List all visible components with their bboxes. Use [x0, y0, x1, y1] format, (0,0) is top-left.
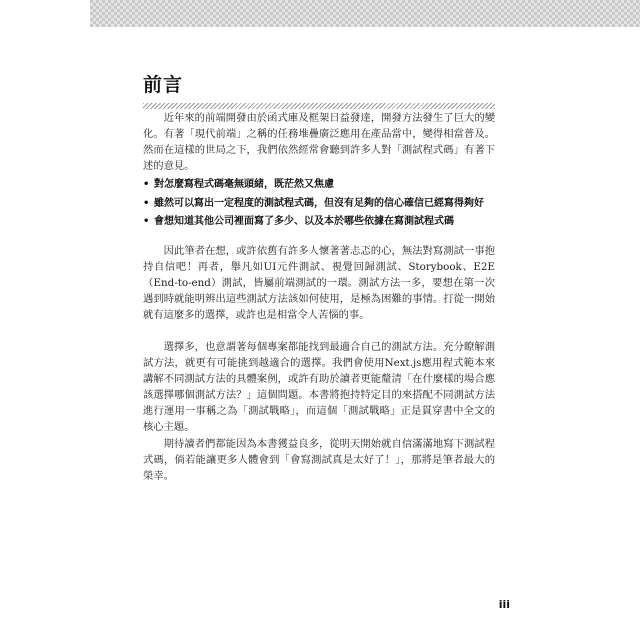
header-pattern-band — [90, 0, 640, 27]
paragraph-test-methods: 因此筆者在想，或許依舊有許多人懷著著忐忑的心，無法對寫測試一事抱持自信吧！再者，舉凡如UI元件測試、視覺回歸測試、Storybook、E2E（End-to-end）測試，皆屬前端測試的一環。測試方法一多，要想在第一次遇到時就能明辨出這些測試方法該如何使用，是極為困難的事情。打從一開始就有這麼多的選擇，或許也是相當令人苦惱的事。 — [143, 245, 495, 321]
title-divider — [143, 103, 495, 109]
bullet-mark: • — [143, 179, 150, 190]
paragraph-intro: 近年來的前端開發由於函式庫及框架日益發達，開發方法發生了巨大的變化。有著「現代前端」之稱的任務堆疊廣泛應用在產品當中，變得相當普及。然而在這樣的世局之下，我們依然經常會聽到許多人對「測試程式碼」有著下述的意見。 — [143, 112, 495, 172]
list-item — [143, 195, 495, 214]
list-item-text: 對怎麼寫程式碼毫無頭緒，既茫然又焦慮 — [154, 179, 334, 190]
opinion-list — [143, 176, 495, 232]
list-item — [143, 213, 495, 232]
bullet-mark: • — [143, 216, 150, 227]
chapter-title: 前言 — [143, 73, 184, 96]
page-number: iii — [498, 598, 510, 611]
list-item — [143, 176, 495, 195]
bullet-mark: • — [143, 197, 150, 209]
paragraph-test-strategy: 選擇多，也意謂著每個專案都能找到最適合自己的測試方法。充分瞭解測試方法，就更有可能挑到越適合的選擇。我們會使用Next.js應用程式範本來講解不同測試方法的具體案例，或許有助於讀者更能釐清「在什麼樣的場合應該選擇哪個測試方法？」這個問題。本書將抱持特定目的來搭配不同測試方法進行運用一事稱之為「測試戰略」，而這個「測試戰略」正是貫穿書中全文的核心主題。 — [143, 341, 495, 433]
list-item-text: 雖然可以寫出一定程度的測試程式碼，但沒有足夠的信心確信已經寫得夠好 — [154, 197, 484, 209]
list-item-text: 會想知道其他公司裡面寫了多少、以及本於哪些依據在寫測試程式碼 — [154, 216, 454, 227]
paragraph-closing: 期待讀者們都能因為本書獲益良多，從明天開始就自信滿滿地寫下測試程式碼，倘若能讓更多人體會到「會寫測試真是太好了！」，那將是筆者最大的榮幸。 — [143, 438, 495, 482]
